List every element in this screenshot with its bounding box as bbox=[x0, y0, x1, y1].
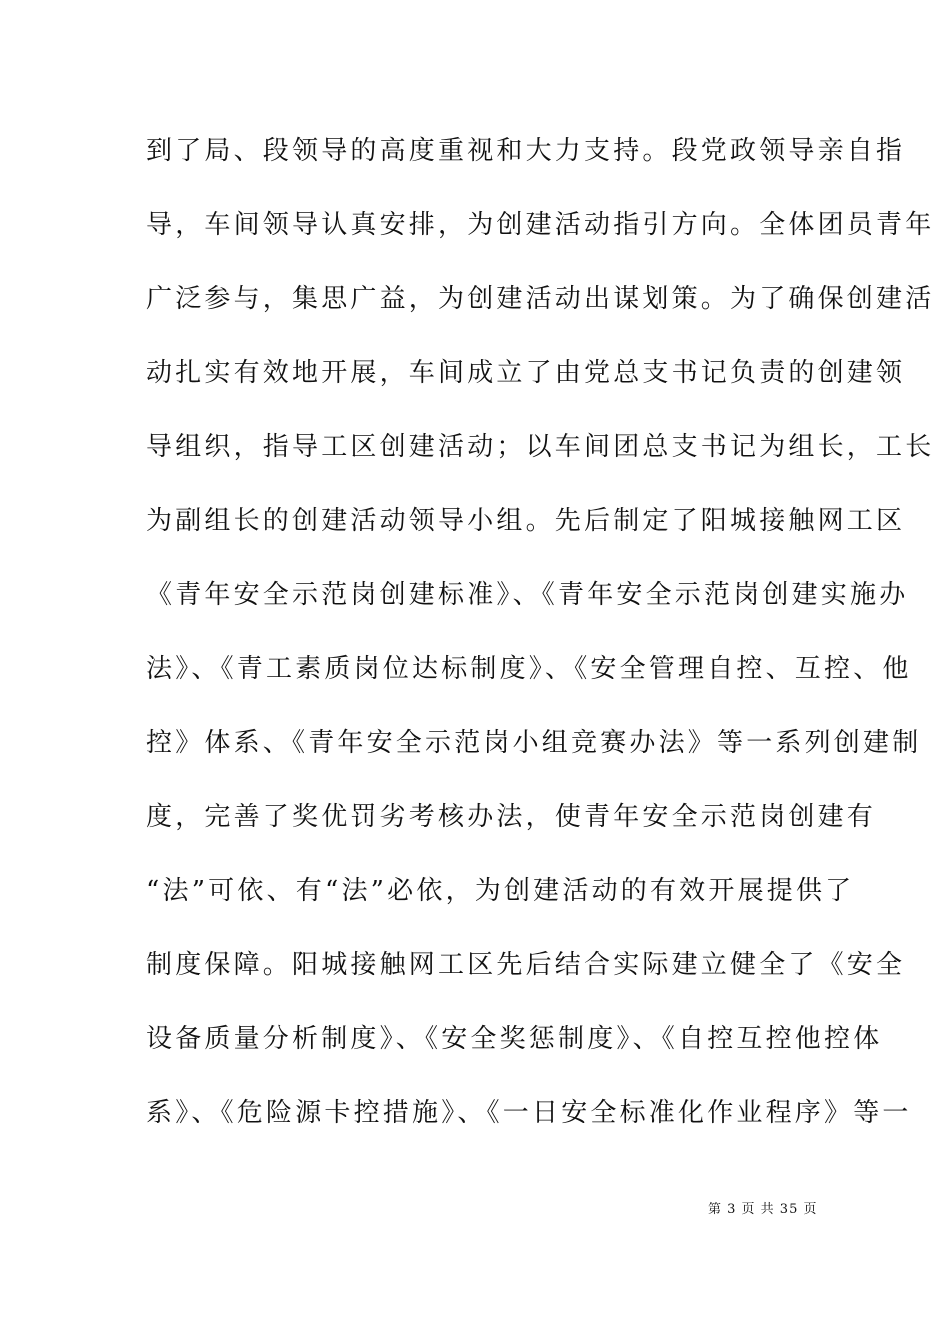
text-line-7: 《青年安全示范岗创建标准》、《青年安全示范岗创建实施办 bbox=[146, 580, 909, 610]
text-line-11: “法”可依、有“法”必依，为创建活动的有效开展提供了 bbox=[146, 876, 855, 906]
text-line-13: 设备质量分析制度》、《安全奖惩制度》、《自控互控他控体 bbox=[146, 1024, 883, 1054]
text-line-1: 到了局、段领导的高度重视和大力支持。段党政领导亲自指 bbox=[146, 136, 906, 166]
body-text bbox=[146, 124, 935, 1160]
text-line-6: 为副组长的创建活动领导小组。先后制定了阳城接触网工区 bbox=[146, 506, 906, 536]
text-line-4: 动扎实有效地开展，车间成立了由党总支书记负责的创建领 bbox=[146, 358, 906, 388]
text-line-14: 系》、《危险源卡控措施》、《一日安全标准化作业程序》等一 bbox=[146, 1098, 912, 1128]
text-line-8: 法》、《青工素质岗位达标制度》、《安全管理自控、互控、他 bbox=[146, 654, 912, 684]
page-number-footer: 第 3 页 共 35 页 bbox=[708, 1202, 818, 1217]
text-line-10: 度，完善了奖优罚劣考核办法，使青年安全示范岗创建有 bbox=[146, 802, 877, 832]
text-line-2: 导，车间领导认真安排，为创建活动指引方向。全体团员青年 bbox=[146, 210, 935, 240]
text-line-5: 导组织，指导工区创建活动；以车间团总支书记为组长，工长 bbox=[146, 432, 935, 462]
text-line-9: 控》体系、《青年安全示范岗小组竞赛办法》等一系列创建制 bbox=[146, 728, 922, 758]
text-line-3: 广泛参与，集思广益，为创建活动出谋划策。为了确保创建活 bbox=[146, 284, 935, 314]
text-line-12: 制度保障。阳城接触网工区先后结合实际建立健全了《安全 bbox=[146, 950, 906, 980]
